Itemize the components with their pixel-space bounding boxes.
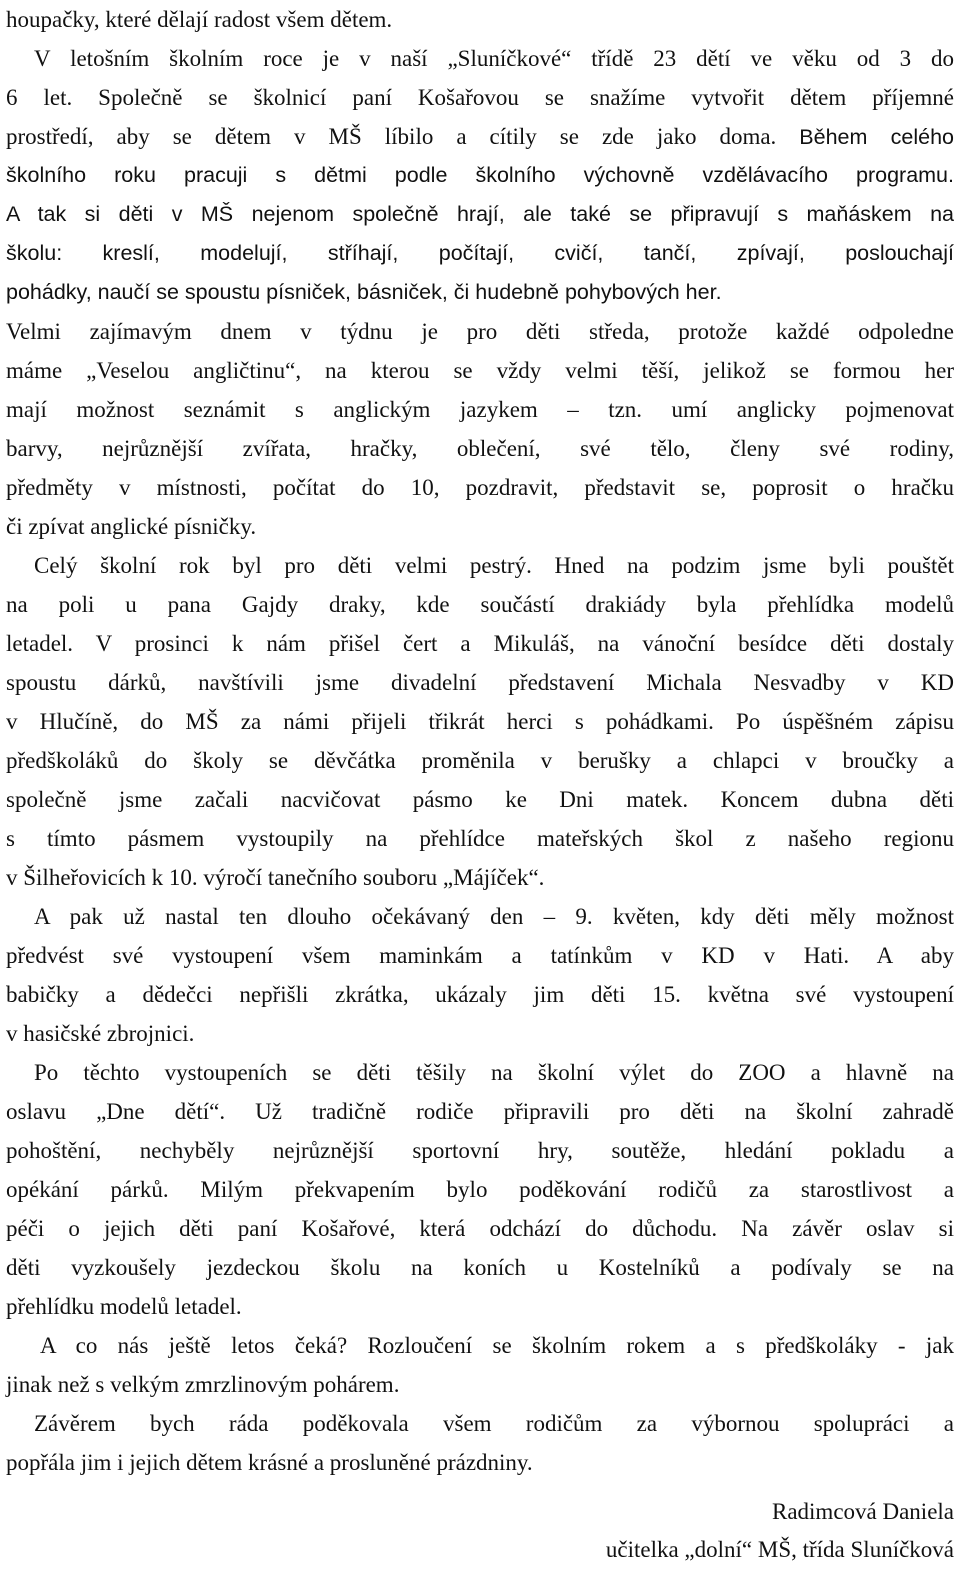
signature-role: učitelka „dolní“ MŠ, třída Sluníčková (605, 1537, 954, 1562)
text-line: předměty v místnosti, počítat do 10, pozdravit, představit se, poprosit o hračku (6, 475, 954, 500)
text-line: předvést své vystoupení všem maminkám a tatínkům v KD v Hati. A aby (6, 943, 954, 968)
text-line: 6 let. Společně se školnicí paní Košařovou se snažíme vytvořit dětem příjemné (6, 85, 954, 110)
text-line: školního roku pracuji s dětmi podle školního výchovně vzdělávacího programu. (6, 163, 954, 187)
paragraph-first-line: Celý školní rok byl pro děti velmi pestrý. Hned na podzim jsme byli pouštět (34, 553, 954, 578)
text-line: spoustu dárků, navštívili jsme divadelní představení Michala Nesvadby v KD (6, 670, 954, 695)
text-line (6, 117, 954, 156)
text-line: pohádky, naučí se spoustu písniček, básniček, či hudebně pohybových her. (6, 280, 722, 304)
paragraph-first-line: A pak už nastal ten dlouho očekávaný den – 9. květen, kdy děti měly možnost (34, 904, 954, 929)
text-line: školu: kreslí, modelují, stříhají, počítají, cvičí, tančí, zpívají, poslouchají (6, 241, 954, 265)
text-line: A tak si děti v MŠ nejenom společně hrají, ale také se připravují s maňáskem na (6, 202, 954, 226)
paragraph-first-line: V letošním školním roce je v naší „Sluníčkové“ třídě 23 dětí ve věku od 3 do (34, 46, 954, 71)
text-line: na poli u pana Gajdy draky, kde součástí drakiády byla přehlídka modelů (6, 592, 954, 617)
text-line: opékání párků. Milým překvapením bylo poděkování rodičů za starostlivost a (6, 1177, 954, 1202)
text-line: jinak než s velkým zmrzlinovým pohárem. (6, 1372, 400, 1397)
text-line: oslavu „Dne dětí“. Už tradičně rodiče připravili pro děti na školní zahradě (6, 1099, 954, 1124)
text-line: houpačky, které dělají radost všem dětem. (6, 7, 393, 32)
paragraph-first-line: Po těchto vystoupeních se děti těšily na školní výlet do ZOO a hlavně na (34, 1060, 954, 1085)
text-line: Velmi zajímavým dnem v týdnu je pro děti středa, protože každé odpoledne (6, 319, 954, 344)
text-segment-serif: prostředí, aby se dětem v MŠ líbilo a cítily se zde jako doma. (6, 124, 777, 149)
document-body (6, 0, 954, 1482)
signature-name: Radimcová Daniela (771, 1499, 954, 1524)
text-line: máme „Veselou angličtinu“, na kterou se vždy velmi těší, jelikož se formou her (6, 358, 954, 383)
text-line: letadel. V prosinci k nám přišel čert a Mikuláš, na vánoční besídce děti dostaly (6, 631, 954, 656)
text-line: předškoláků do školy se děvčátka proměnila v berušky a chlapci v broučky a (6, 748, 954, 773)
text-line: v hasičské zbrojnici. (6, 1021, 195, 1046)
text-line: barvy, nejrůznější zvířata, hračky, oblečení, své tělo, členy své rodiny, (6, 436, 954, 461)
text-line: přehlídku modelů letadel. (6, 1294, 242, 1319)
text-line: popřála jim i jejich dětem krásné a prosluněné prázdniny. (6, 1450, 533, 1475)
text-line: mají možnost seznámit s anglickým jazykem – tzn. umí anglicky pojmenovat (6, 397, 954, 422)
text-line: pohoštění, nechyběly nejrůznější sportovní hry, soutěže, hledání pokladu a (6, 1138, 954, 1163)
text-line: v Hlučíně, do MŠ za námi přijeli třikrát herci s pohádkami. Po úspěšném zápisu (6, 709, 954, 734)
text-line: společně jsme začali nacvičovat pásmo ke Dni matek. Koncem dubna děti (6, 787, 954, 812)
text-segment-sans: Během celého (799, 125, 954, 149)
text-line: babičky a dědečci nepřišli zkrátka, ukázaly jim děti 15. května své vystoupení (6, 982, 954, 1007)
paragraph-first-line: A co nás ještě letos čeká? Rozloučení se školním rokem a s předškoláky - jak (40, 1333, 954, 1358)
text-line: děti vyzkoušely jezdeckou školu na koních u Kostelníků a podívaly se na (6, 1255, 954, 1280)
text-line: s tímto pásmem vystoupily na přehlídce mateřských škol z našeho regionu (6, 826, 954, 851)
text-line: v Šilheřovicích k 10. výročí tanečního souboru „Májíček“. (6, 865, 545, 890)
paragraph-first-line: Závěrem bych ráda poděkovala všem rodičům za výbornou spolupráci a (34, 1411, 954, 1436)
text-line: či zpívat anglické písničky. (6, 514, 257, 539)
text-line: péči o jejich děti paní Košařové, která odchází do důchodu. Na závěr oslav si (6, 1216, 954, 1241)
